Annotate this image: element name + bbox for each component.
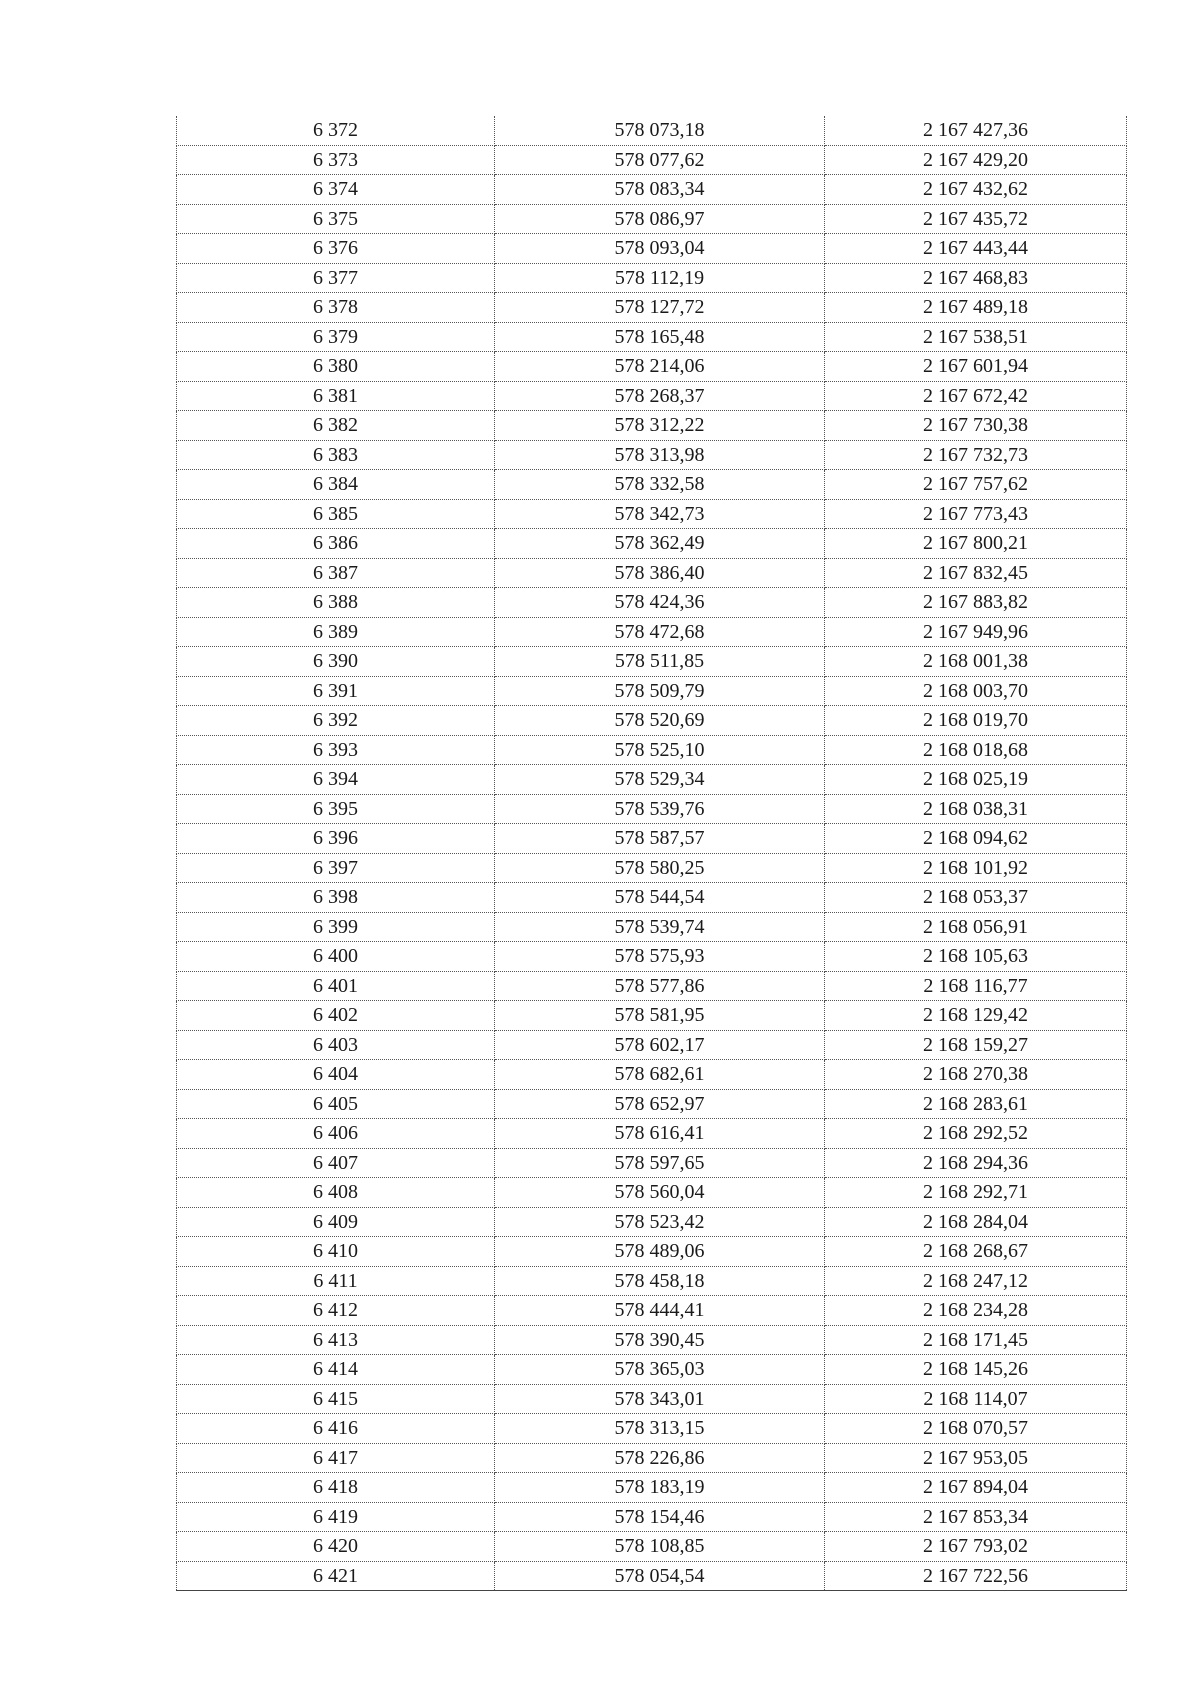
y-coordinate-cell: 2 167 427,36 xyxy=(825,116,1127,145)
point-number-cell: 6 407 xyxy=(177,1148,495,1178)
y-coordinate-cell: 2 168 247,12 xyxy=(825,1266,1127,1296)
table-row xyxy=(177,1237,1127,1267)
x-coordinate-cell: 578 539,74 xyxy=(495,912,825,942)
y-coordinate-cell: 2 167 732,73 xyxy=(825,440,1127,470)
x-coordinate-cell: 578 332,58 xyxy=(495,470,825,500)
x-coordinate-cell: 578 362,49 xyxy=(495,529,825,559)
y-coordinate-cell: 2 167 432,62 xyxy=(825,175,1127,205)
x-coordinate-cell: 578 086,97 xyxy=(495,204,825,234)
point-number-cell: 6 393 xyxy=(177,735,495,765)
table-row xyxy=(177,883,1127,913)
point-number-cell: 6 410 xyxy=(177,1237,495,1267)
x-coordinate-cell: 578 581,95 xyxy=(495,1001,825,1031)
x-coordinate-cell: 578 525,10 xyxy=(495,735,825,765)
point-number-cell: 6 395 xyxy=(177,794,495,824)
y-coordinate-cell: 2 168 171,45 xyxy=(825,1325,1127,1355)
table-row xyxy=(177,824,1127,854)
x-coordinate-cell: 578 073,18 xyxy=(495,116,825,145)
point-number-cell: 6 373 xyxy=(177,145,495,175)
point-number-cell: 6 394 xyxy=(177,765,495,795)
point-number-cell: 6 412 xyxy=(177,1296,495,1326)
table-row xyxy=(177,942,1127,972)
point-number-cell: 6 383 xyxy=(177,440,495,470)
y-coordinate-cell: 2 167 601,94 xyxy=(825,352,1127,382)
table-row xyxy=(177,1060,1127,1090)
point-number-cell: 6 406 xyxy=(177,1119,495,1149)
y-coordinate-cell: 2 168 145,26 xyxy=(825,1355,1127,1385)
x-coordinate-cell: 578 390,45 xyxy=(495,1325,825,1355)
x-coordinate-cell: 578 112,19 xyxy=(495,263,825,293)
point-number-cell: 6 379 xyxy=(177,322,495,352)
table-row xyxy=(177,853,1127,883)
point-number-cell: 6 399 xyxy=(177,912,495,942)
point-number-cell: 6 392 xyxy=(177,706,495,736)
y-coordinate-cell: 2 168 284,04 xyxy=(825,1207,1127,1237)
table-row xyxy=(177,794,1127,824)
x-coordinate-cell: 578 214,06 xyxy=(495,352,825,382)
y-coordinate-cell: 2 167 773,43 xyxy=(825,499,1127,529)
y-coordinate-cell: 2 168 234,28 xyxy=(825,1296,1127,1326)
table-row xyxy=(177,1001,1127,1031)
x-coordinate-cell: 578 444,41 xyxy=(495,1296,825,1326)
x-coordinate-cell: 578 093,04 xyxy=(495,234,825,264)
table-row xyxy=(177,293,1127,323)
x-coordinate-cell: 578 616,41 xyxy=(495,1119,825,1149)
y-coordinate-cell: 2 168 018,68 xyxy=(825,735,1127,765)
point-number-cell: 6 400 xyxy=(177,942,495,972)
x-coordinate-cell: 578 509,79 xyxy=(495,676,825,706)
point-number-cell: 6 381 xyxy=(177,381,495,411)
x-coordinate-cell: 578 386,40 xyxy=(495,558,825,588)
table-row xyxy=(177,1178,1127,1208)
table-row xyxy=(177,617,1127,647)
x-coordinate-cell: 578 313,98 xyxy=(495,440,825,470)
table-row xyxy=(177,1561,1127,1591)
point-number-cell: 6 375 xyxy=(177,204,495,234)
x-coordinate-cell: 578 602,17 xyxy=(495,1030,825,1060)
point-number-cell: 6 374 xyxy=(177,175,495,205)
point-number-cell: 6 382 xyxy=(177,411,495,441)
point-number-cell: 6 414 xyxy=(177,1355,495,1385)
point-number-cell: 6 388 xyxy=(177,588,495,618)
x-coordinate-cell: 578 458,18 xyxy=(495,1266,825,1296)
y-coordinate-cell: 2 167 883,82 xyxy=(825,588,1127,618)
y-coordinate-cell: 2 167 730,38 xyxy=(825,411,1127,441)
y-coordinate-cell: 2 167 429,20 xyxy=(825,145,1127,175)
y-coordinate-cell: 2 168 003,70 xyxy=(825,676,1127,706)
x-coordinate-cell: 578 342,73 xyxy=(495,499,825,529)
table-row xyxy=(177,1089,1127,1119)
table-row xyxy=(177,352,1127,382)
y-coordinate-cell: 2 168 292,52 xyxy=(825,1119,1127,1149)
point-number-cell: 6 385 xyxy=(177,499,495,529)
x-coordinate-cell: 578 580,25 xyxy=(495,853,825,883)
table-row xyxy=(177,647,1127,677)
point-number-cell: 6 416 xyxy=(177,1414,495,1444)
table-row xyxy=(177,440,1127,470)
table-row xyxy=(177,1296,1127,1326)
y-coordinate-cell: 2 167 435,72 xyxy=(825,204,1127,234)
x-coordinate-cell: 578 520,69 xyxy=(495,706,825,736)
y-coordinate-cell: 2 167 757,62 xyxy=(825,470,1127,500)
y-coordinate-cell: 2 167 672,42 xyxy=(825,381,1127,411)
point-number-cell: 6 411 xyxy=(177,1266,495,1296)
table-row xyxy=(177,145,1127,175)
x-coordinate-cell: 578 183,19 xyxy=(495,1473,825,1503)
y-coordinate-cell: 2 168 283,61 xyxy=(825,1089,1127,1119)
point-number-cell: 6 377 xyxy=(177,263,495,293)
point-number-cell: 6 409 xyxy=(177,1207,495,1237)
point-number-cell: 6 417 xyxy=(177,1443,495,1473)
y-coordinate-cell: 2 168 116,77 xyxy=(825,971,1127,1001)
table-row xyxy=(177,411,1127,441)
point-number-cell: 6 402 xyxy=(177,1001,495,1031)
point-number-cell: 6 405 xyxy=(177,1089,495,1119)
y-coordinate-cell: 2 168 070,57 xyxy=(825,1414,1127,1444)
point-number-cell: 6 389 xyxy=(177,617,495,647)
y-coordinate-cell: 2 168 001,38 xyxy=(825,647,1127,677)
y-coordinate-cell: 2 167 853,34 xyxy=(825,1502,1127,1532)
table-row xyxy=(177,971,1127,1001)
point-number-cell: 6 398 xyxy=(177,883,495,913)
table-row xyxy=(177,735,1127,765)
table-row xyxy=(177,381,1127,411)
x-coordinate-cell: 578 083,34 xyxy=(495,175,825,205)
x-coordinate-cell: 578 523,42 xyxy=(495,1207,825,1237)
table-row xyxy=(177,1266,1127,1296)
x-coordinate-cell: 578 575,93 xyxy=(495,942,825,972)
point-number-cell: 6 380 xyxy=(177,352,495,382)
y-coordinate-cell: 2 167 800,21 xyxy=(825,529,1127,559)
point-number-cell: 6 386 xyxy=(177,529,495,559)
y-coordinate-cell: 2 167 832,45 xyxy=(825,558,1127,588)
table-row xyxy=(177,1473,1127,1503)
table-row xyxy=(177,529,1127,559)
x-coordinate-cell: 578 511,85 xyxy=(495,647,825,677)
point-number-cell: 6 420 xyxy=(177,1532,495,1562)
point-number-cell: 6 378 xyxy=(177,293,495,323)
table-row xyxy=(177,588,1127,618)
x-coordinate-cell: 578 313,15 xyxy=(495,1414,825,1444)
y-coordinate-cell: 2 168 053,37 xyxy=(825,883,1127,913)
y-coordinate-cell: 2 167 949,96 xyxy=(825,617,1127,647)
y-coordinate-cell: 2 168 101,92 xyxy=(825,853,1127,883)
table-row xyxy=(177,765,1127,795)
point-number-cell: 6 413 xyxy=(177,1325,495,1355)
table-row xyxy=(177,1384,1127,1414)
point-number-cell: 6 396 xyxy=(177,824,495,854)
point-number-cell: 6 421 xyxy=(177,1561,495,1591)
table-row xyxy=(177,1119,1127,1149)
table-row xyxy=(177,116,1127,145)
y-coordinate-cell: 2 168 268,67 xyxy=(825,1237,1127,1267)
x-coordinate-cell: 578 108,85 xyxy=(495,1532,825,1562)
point-number-cell: 6 418 xyxy=(177,1473,495,1503)
table-row xyxy=(177,1148,1127,1178)
point-number-cell: 6 408 xyxy=(177,1178,495,1208)
table-row xyxy=(177,1532,1127,1562)
y-coordinate-cell: 2 167 443,44 xyxy=(825,234,1127,264)
y-coordinate-cell: 2 168 159,27 xyxy=(825,1030,1127,1060)
table-row xyxy=(177,263,1127,293)
y-coordinate-cell: 2 168 270,38 xyxy=(825,1060,1127,1090)
x-coordinate-cell: 578 054,54 xyxy=(495,1561,825,1591)
point-number-cell: 6 404 xyxy=(177,1060,495,1090)
y-coordinate-cell: 2 167 722,56 xyxy=(825,1561,1127,1591)
table-row xyxy=(177,322,1127,352)
table-row xyxy=(177,558,1127,588)
table-row xyxy=(177,1414,1127,1444)
point-number-cell: 6 391 xyxy=(177,676,495,706)
y-coordinate-cell: 2 167 894,04 xyxy=(825,1473,1127,1503)
x-coordinate-cell: 578 544,54 xyxy=(495,883,825,913)
table-row xyxy=(177,1207,1127,1237)
table-row xyxy=(177,912,1127,942)
point-number-cell: 6 401 xyxy=(177,971,495,1001)
x-coordinate-cell: 578 268,37 xyxy=(495,381,825,411)
table-row xyxy=(177,175,1127,205)
y-coordinate-cell: 2 168 129,42 xyxy=(825,1001,1127,1031)
point-number-cell: 6 387 xyxy=(177,558,495,588)
x-coordinate-cell: 578 365,03 xyxy=(495,1355,825,1385)
table-row xyxy=(177,1502,1127,1532)
coordinates-table xyxy=(176,116,1127,1591)
y-coordinate-cell: 2 168 094,62 xyxy=(825,824,1127,854)
y-coordinate-cell: 2 168 056,91 xyxy=(825,912,1127,942)
point-number-cell: 6 403 xyxy=(177,1030,495,1060)
x-coordinate-cell: 578 343,01 xyxy=(495,1384,825,1414)
x-coordinate-cell: 578 424,36 xyxy=(495,588,825,618)
coordinates-table-body xyxy=(177,116,1127,1591)
y-coordinate-cell: 2 168 019,70 xyxy=(825,706,1127,736)
x-coordinate-cell: 578 560,04 xyxy=(495,1178,825,1208)
y-coordinate-cell: 2 168 294,36 xyxy=(825,1148,1127,1178)
table-row xyxy=(177,234,1127,264)
x-coordinate-cell: 578 529,34 xyxy=(495,765,825,795)
x-coordinate-cell: 578 077,62 xyxy=(495,145,825,175)
table-row xyxy=(177,1325,1127,1355)
y-coordinate-cell: 2 167 538,51 xyxy=(825,322,1127,352)
point-number-cell: 6 384 xyxy=(177,470,495,500)
y-coordinate-cell: 2 167 953,05 xyxy=(825,1443,1127,1473)
y-coordinate-cell: 2 168 038,31 xyxy=(825,794,1127,824)
table-row xyxy=(177,676,1127,706)
point-number-cell: 6 372 xyxy=(177,116,495,145)
x-coordinate-cell: 578 652,97 xyxy=(495,1089,825,1119)
x-coordinate-cell: 578 539,76 xyxy=(495,794,825,824)
table-row xyxy=(177,706,1127,736)
x-coordinate-cell: 578 472,68 xyxy=(495,617,825,647)
point-number-cell: 6 419 xyxy=(177,1502,495,1532)
table-row xyxy=(177,499,1127,529)
table-row xyxy=(177,204,1127,234)
x-coordinate-cell: 578 154,46 xyxy=(495,1502,825,1532)
y-coordinate-cell: 2 168 292,71 xyxy=(825,1178,1127,1208)
table-row xyxy=(177,470,1127,500)
point-number-cell: 6 415 xyxy=(177,1384,495,1414)
y-coordinate-cell: 2 168 025,19 xyxy=(825,765,1127,795)
y-coordinate-cell: 2 167 468,83 xyxy=(825,263,1127,293)
y-coordinate-cell: 2 167 793,02 xyxy=(825,1532,1127,1562)
y-coordinate-cell: 2 168 105,63 xyxy=(825,942,1127,972)
y-coordinate-cell: 2 168 114,07 xyxy=(825,1384,1127,1414)
x-coordinate-cell: 578 682,61 xyxy=(495,1060,825,1090)
table-row xyxy=(177,1030,1127,1060)
x-coordinate-cell: 578 597,65 xyxy=(495,1148,825,1178)
x-coordinate-cell: 578 127,72 xyxy=(495,293,825,323)
point-number-cell: 6 390 xyxy=(177,647,495,677)
point-number-cell: 6 397 xyxy=(177,853,495,883)
point-number-cell: 6 376 xyxy=(177,234,495,264)
x-coordinate-cell: 578 489,06 xyxy=(495,1237,825,1267)
x-coordinate-cell: 578 312,22 xyxy=(495,411,825,441)
table-row xyxy=(177,1443,1127,1473)
y-coordinate-cell: 2 167 489,18 xyxy=(825,293,1127,323)
x-coordinate-cell: 578 577,86 xyxy=(495,971,825,1001)
table-row xyxy=(177,1355,1127,1385)
x-coordinate-cell: 578 587,57 xyxy=(495,824,825,854)
x-coordinate-cell: 578 165,48 xyxy=(495,322,825,352)
x-coordinate-cell: 578 226,86 xyxy=(495,1443,825,1473)
